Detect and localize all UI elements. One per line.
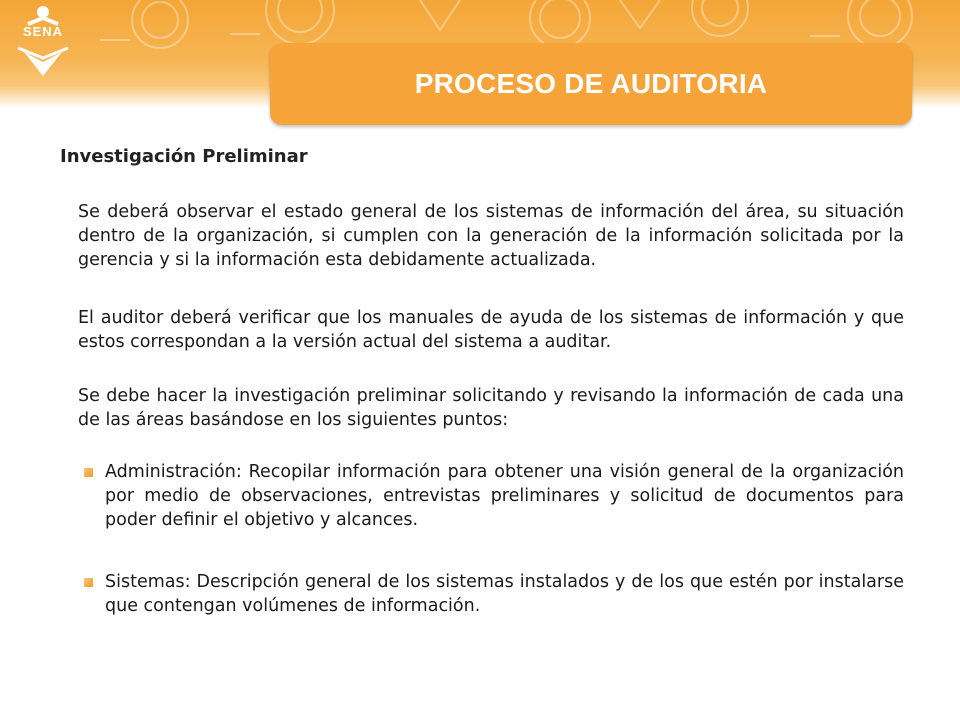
bullet-item [84, 460, 904, 532]
section-subtitle: Investigación Preliminar [60, 146, 308, 167]
paragraph-3: Se debe hacer la investigación preliminar solicitando y revisando la información de cada una de las áreas basándose en los siguientes puntos: [78, 386, 904, 430]
bullet-text: Sistemas: Descripción general de los sistemas instalados y de los que estén por instalarse que contengan volúmenes de información. [105, 572, 904, 616]
paragraph-1: Se deberá observar el estado general de los sistemas de información del área, su situación dentro de la organización, si cumplen con la generación de la información solicitada por la gerencia y si la información esta debidamente actualizada. [78, 202, 904, 270]
title-banner [270, 43, 912, 125]
bullet-item [84, 570, 904, 618]
paragraph-2: El auditor deberá verificar que los manuales de ayuda de los sistemas de información y que estos correspondan a la versión actual del sistema a auditar. [78, 308, 904, 352]
logo-text: SENA [22, 24, 64, 39]
square-bullet-icon [84, 468, 93, 477]
sena-logo-icon [6, 4, 80, 82]
page-title: PROCESO DE AUDITORIA [414, 68, 768, 99]
square-bullet-icon [84, 578, 93, 587]
bullet-text: Administración: Recopilar información para obtener una visión general de la organización por medio de observaciones, entrevistas preliminares y solicitud de documentos para poder definir el objetivo y alcances. [105, 462, 904, 530]
